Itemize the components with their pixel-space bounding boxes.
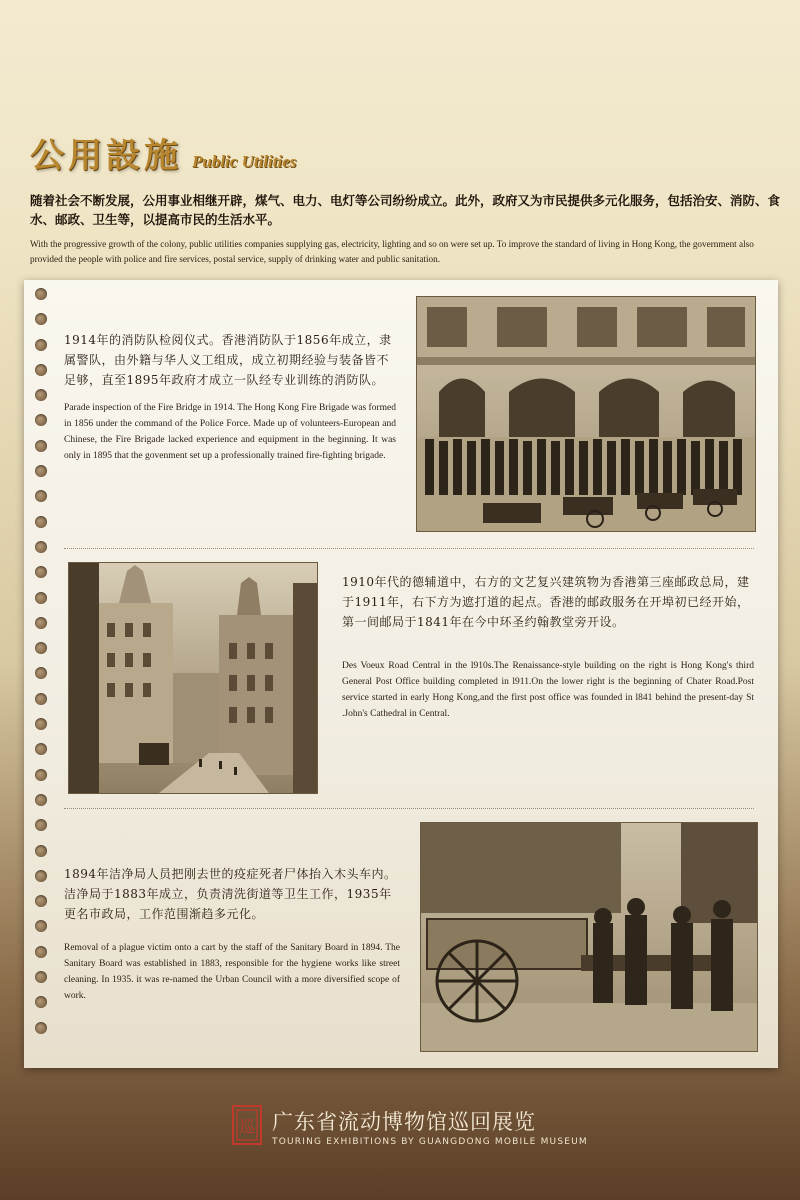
museum-logo-char: 巡 (238, 1117, 256, 1136)
binder-holes (35, 288, 49, 1047)
footer-museum-name-en: TOURING EXHIBITIONS BY GUANGDONG MOBILE MUSEUM (272, 1137, 588, 1147)
sanitary-board-photo (420, 822, 758, 1052)
footer-museum-name-cn: 广东省流动博物馆巡回展览 (272, 1110, 536, 1134)
divider (64, 808, 754, 809)
intro-text-en: With the progressive growth of the colony, public utilities companies supplying gas, electricity, lighting and so on were set up. To improve the standard of living in Hong Kong, the government also provided the people with police and fire services, postal service, supply of drinking water and public sanitation. (30, 239, 754, 264)
page-title-en: Public Utilities (192, 152, 297, 171)
page-title-cn: 公用設施 (30, 136, 182, 176)
fire-brigade-photo (416, 296, 756, 532)
notebook-panel (24, 280, 778, 1068)
intro-text-cn: 随着社会不断发展，公用事业相继开辟，煤气、电力、电灯等公司纷纷成立。此外，政府又为市民提供多元化服务，包括治安、消防、食水、邮政、卫生等，以提高市民的生活水平。 (30, 193, 781, 227)
post-office-caption-en: Des Voeux Road Central in the l910s.The Renaissance-style building on the right is Hong Kong's third General Post Office building completed in l911.On the lower right is the beginning of Chater Road.Post service started in early Hong Kong,and the first post office was founded in l841 behind the present-day St .John's Cathedral in Central. (342, 661, 754, 719)
sanitary-board-caption-cn: 1894年洁净局人员把刚去世的疫症死者尸体抬入木头车内。洁净局于1883年成立，负责清洗街道等卫生工作，1935年更名市政局，工作范围渐趋多元化。 (64, 867, 397, 921)
fire-brigade-caption-en: Parade inspection of the Fire Bridge in 1914. The Hong Kong Fire Brigade was formed in 1856 under the command of the Police Force. Made up of volunteers-European and Chinese, the Fire Brigade lacked experience and equipment in the beginning. It was only in 1895 that the govenment set up a professionally trained fire-fighting brigade. (64, 403, 396, 461)
divider (64, 548, 754, 549)
title-row (30, 128, 780, 177)
post-office-caption-cn: 1910年代的德辅道中，右方的文艺复兴建筑物为香港第三座邮政总局，建于1911年，右下方为遮打道的起点。香港的邮政服务在开埠初已经开始，第一间邮局于1841年在今中环圣约翰教堂旁开设。 (342, 575, 750, 629)
museum-logo-icon (232, 1105, 262, 1145)
sanitary-board-caption-en: Removal of a plague victim onto a cart by the staff of the Sanitary Board in 1894. The Sanitary Board was established in 1883, responsible for the hygiene works like street cleaning. In 1935. it was re-named the Urban Council with a more diversified scope of work. (64, 943, 400, 1001)
des-voeux-road-photo (68, 562, 318, 794)
fire-brigade-caption-cn: 1914年的消防队检阅仪式。香港消防队于1856年成立，隶属警队，由外籍与华人义工组成，成立初期经验与装备皆不足够，直至1895年政府才成立一队经专业训练的消防队。 (64, 333, 392, 387)
header (30, 128, 780, 267)
